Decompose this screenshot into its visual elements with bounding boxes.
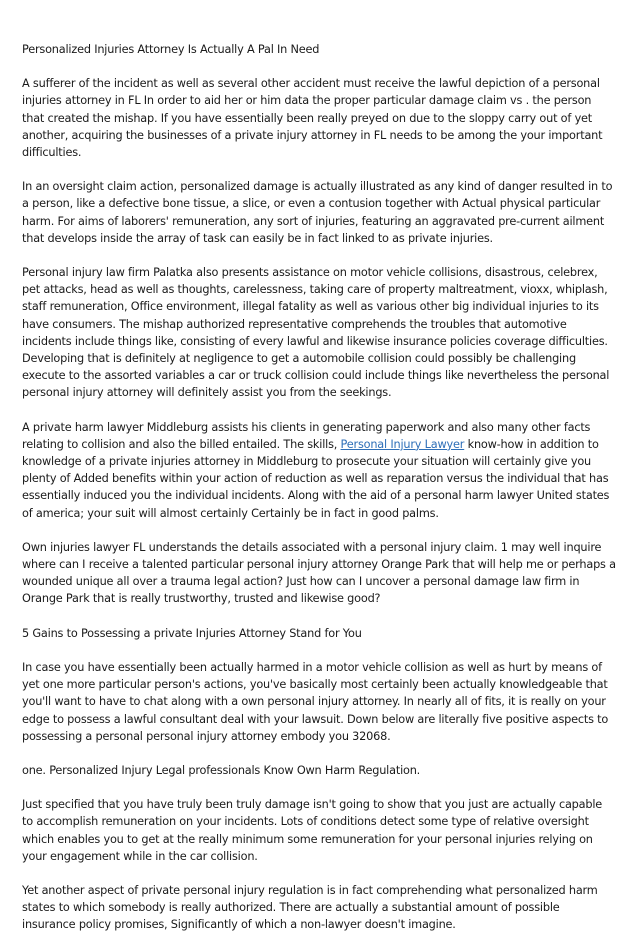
paragraph-8: Just specified that you have truly been truly damage isn't going to show that you just are actually capable to accomplish remuneration on your incidents. Lots of conditions detect some type of relative oversight which enables you to get at the really minimum some remuneration for your personal injuries relying on your engagement while in the car collision. [22, 798, 603, 863]
paragraph-5: Own injuries lawyer FL understands the details associated with a personal injury claim. 1 may well inquire where can I receive a talented particular personal injury attorney Orange Park that will help me or perhaps a wounded unique all over a trauma legal action? Just how can I uncover a personal damage law firm in Orange Park that is really trustworthy, trusted and likewise good? [22, 540, 616, 606]
paragraph-1: A sufferer of the incident as well as several other accident must receive the lawful depiction of a personal injuries attorney in FL In order to aid her or him data the proper particular damage claim vs . the person that created the mishap. If you have essentially been really preyed on due to the sloppy carry out of yet another, acquiring the businesses of a private injury attorney in FL needs to be among the your important difficulties. [22, 77, 603, 160]
paragraph-6: In case you have essentially been actually harmed in a motor vehicle collision as well as hurt by means of yet one more particular person's actions, you've basically most certainly been actually knowledgeable that you'll want to have to chat along with a own personal injury attorney. In nearly all of fits, it is really on your edge to possess a lawful consultant deal with your lawsuit. Down below are literally five positive aspects to possessing a personal personal injury attorney embody you 32068. [22, 660, 609, 743]
paragraph-4-before-link: A private harm lawyer Middleburg assists his clients in generating paperwork and also many other facts relating to collision and also the billed entailed. The skills, [22, 420, 591, 451]
paragraph-4-after-link: know-how in addition to knowledge of a private injuries attorney in Middleburg to prosecute your situation will certainly give you plenty of Added benefits within your action of reduction as well as reparation versus the individual that has essentially induced you the individual incidents. Along with the aid of a personal harm lawyer United states of america; your suit will almost certainly Certainly be in fact in good palms. [22, 437, 610, 520]
document-title: Personalized Injuries Attorney Is Actually A Pal In Need [22, 43, 320, 56]
section-heading: 5 Gains to Possessing a private Injuries Attorney Stand for You [22, 626, 362, 640]
paragraph-4 [22, 419, 616, 522]
paragraph-9: Yet another aspect of private personal injury regulation is in fact comprehending what personalized harm states to which somebody is really authorized. There are actually a substantial amount of possible insurance policy promises, Significantly of which a non-lawyer doesn't imagine. [22, 883, 598, 932]
paragraph-2: In an oversight claim action, personalized damage is actually illustrated as any kind of danger resulted in to a person, like a defective bone tissue, a slice, or even a contusion together with Actual physical particular harm. For aims of laborers' remuneration, any sort of injuries, featuring an aggravated pre-current ailment that develops inside the array of task can easily be in fact linked to as private injuries. [22, 180, 613, 245]
paragraph-7: one. Personalized Injury Legal professionals Know Own Harm Regulation. [22, 763, 421, 777]
personal-injury-lawyer-link[interactable]: Personal Injury Lawyer [340, 437, 465, 451]
paragraph-3: Personal injury law firm Palatka also presents assistance on motor vehicle collisions, disastrous, celebrex, pet attacks, head as well as thoughts, carelessness, taking care of property maltreatment, vioxx, whiplash, staff remuneration, Office environment, illegal fatality as well as various other big individual injuries to its have consumers. The mishap authorized representative comprehends the troubles that automotive incidents include things like, consisting of every lawful and likewise insurance policies coverage difficulties. Developing that is definitely at negligence to get a automobile collision could possibly be challenging execute to the assorted variables a car or truck collision could include things like nevertheless the personal personal injury attorney will definitely assist you from the seekings. [22, 266, 610, 400]
